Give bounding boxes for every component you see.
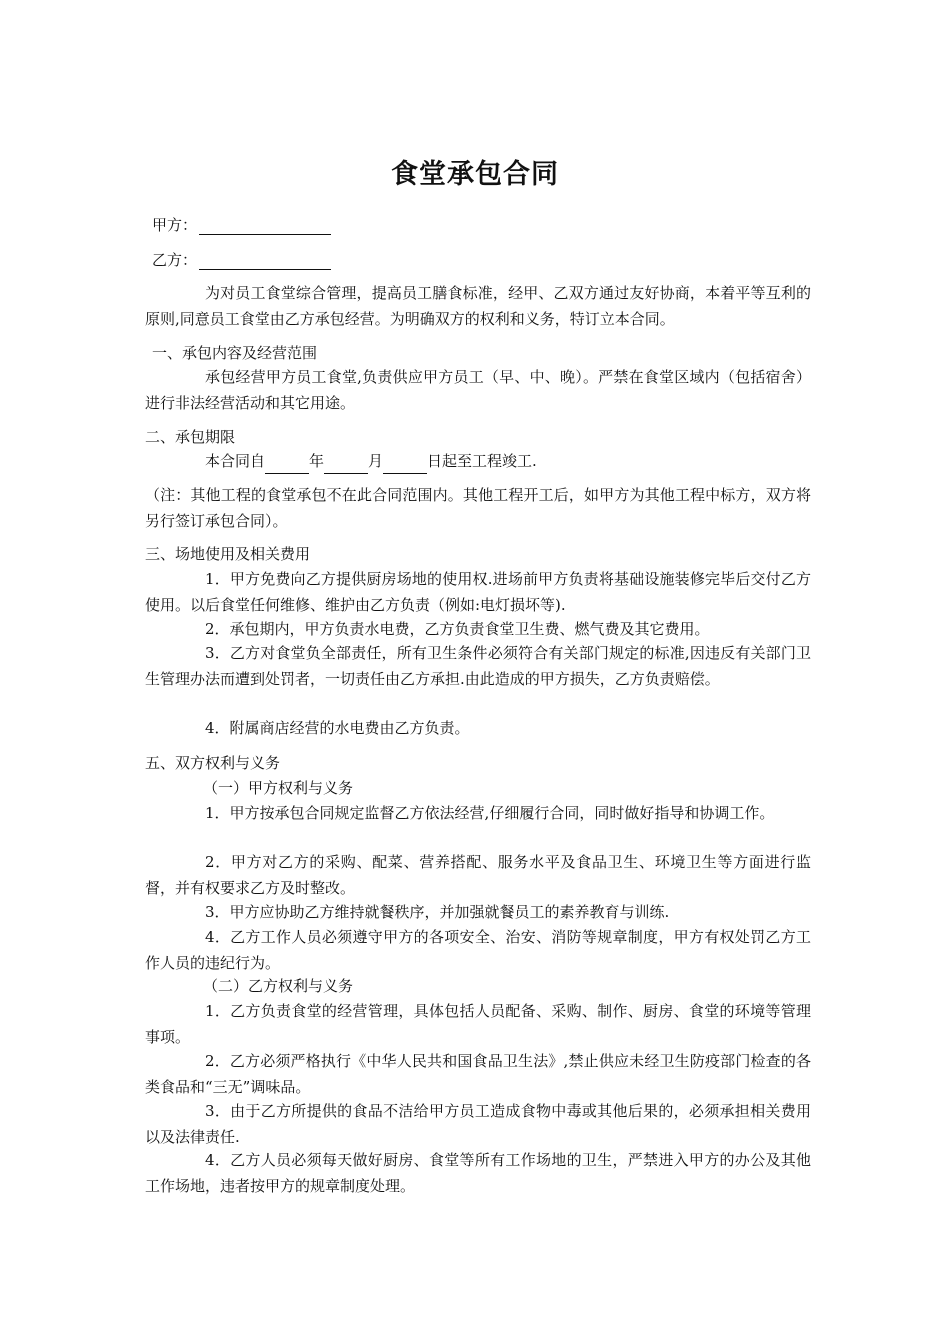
section-2-heading: 二、承包期限 (145, 428, 236, 446)
day-blank (383, 457, 427, 474)
section-3-heading: 三、场地使用及相关费用 (145, 545, 311, 563)
section-5-a-item-4: 4．乙方工作人员必须遵守甲方的各项安全、治安、消防等规章制度，甲方有权处罚乙方工作人员的违纪行为。 (145, 928, 811, 972)
section-5-heading: 五、双方权利与义务 (145, 754, 281, 772)
section-5-a-item-1: 1．甲方按承包合同规定监督乙方依法经营,仔细履行合同，同时做好指导和协调工作。 (205, 804, 775, 822)
section-1-paragraph: 承包经营甲方员工食堂,负责供应甲方员工（早、中、晚）。严禁在食堂区域内（包括宿舍）进行非法经营活动和其它用途。 (145, 368, 811, 412)
section-5-b-item-3: 3．由于乙方所提供的食品不洁给甲方员工造成食物中毒或其他后果的，必须承担相关费用以及法律责任. (145, 1102, 811, 1146)
section-2-note: （注：其他工程的食堂承包不在此合同范围内。其他工程开工后，如甲方为其他工程中标方，双方将另行签订承包合同）。 (145, 486, 811, 530)
intro-paragraph: 为对员工食堂综合管理，提高员工膳食标准，经甲、乙双方通过友好协商，本着平等互利的原则,同意员工食堂由乙方承包经营。为明确双方的权利和义务，特订立本合同。 (145, 284, 811, 328)
party-a-blank (199, 217, 331, 235)
section-2-term (145, 448, 811, 474)
party-b-line (152, 249, 331, 270)
term-text-b: 年 (309, 452, 325, 470)
section-5-a-heading: （一）甲方权利与义务 (203, 779, 354, 797)
section-3-item-4: 4．附属商店经营的水电费由乙方负责。 (205, 719, 470, 737)
section-5-a-item-2: 2．甲方对乙方的采购、配菜、营养搭配、服务水平及食品卫生、环境卫生等方面进行监督，并有权要求乙方及时整改。 (145, 853, 811, 897)
section-3-item-2: 2．承包期内，甲方负责水电费，乙方负责食堂卫生费、燃气费及其它费用。 (205, 620, 710, 638)
section-1-heading: 一、承包内容及经营范围 (152, 344, 318, 362)
section-5-b-heading: （二）乙方权利与义务 (203, 977, 354, 995)
party-a-label: 甲方： (152, 216, 198, 234)
party-b-blank (199, 252, 331, 270)
section-5-b-item-4: 4．乙方人员必须每天做好厨房、食堂等所有工作场地的卫生，严禁进入甲方的办公及其他工作场地，违者按甲方的规章制度处理。 (145, 1151, 811, 1195)
month-blank (324, 457, 368, 474)
section-3-item-1: 1．甲方免费向乙方提供厨房场地的使用权.进场前甲方负责将基础设施装修完毕后交付乙方使用。以后食堂任何维修、维护由乙方负责（例如:电灯损坏等). (145, 570, 811, 614)
party-a-line (152, 214, 331, 235)
section-5-b-item-1: 1．乙方负责食堂的经营管理，具体包括人员配备、采购、制作、厨房、食堂的环境等管理事项。 (145, 1002, 811, 1046)
section-5-a-item-3: 3．甲方应协助乙方维持就餐秩序，并加强就餐员工的素养教育与训练. (205, 903, 670, 921)
term-text-d: 日起至工程竣工. (427, 452, 537, 470)
party-b-label: 乙方： (152, 251, 198, 269)
term-text-c: 月 (368, 452, 384, 470)
term-text-a: 本合同自 (205, 452, 266, 470)
year-blank (265, 457, 309, 474)
section-5-b-item-2: 2．乙方必须严格执行《中华人民共和国食品卫生法》,禁止供应未经卫生防疫部门检查的各类食品和“三无”调味品。 (145, 1052, 811, 1096)
document-title: 食堂承包合同 (391, 159, 559, 190)
section-3-item-3: 3．乙方对食堂负全部责任，所有卫生条件必须符合有关部门规定的标准,因违反有关部门卫生管理办法而遭到处罚者，一切责任由乙方承担.由此造成的甲方损失，乙方负责赔偿。 (145, 644, 811, 688)
